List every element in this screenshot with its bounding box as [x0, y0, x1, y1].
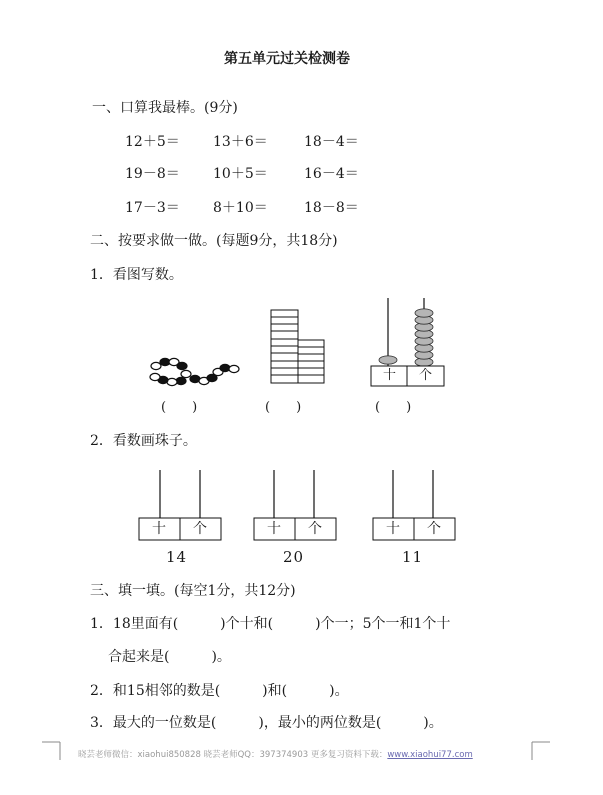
abacus2-tens-label: 十: [267, 521, 281, 537]
section3-q3: 3．最大的一位数是( )，最小的两位数是( )。: [90, 715, 443, 731]
expr-r3c3: 18－8＝: [304, 200, 359, 216]
abacus2-ones-label: 个: [308, 521, 322, 537]
abacus3-tens-label: 十: [386, 521, 400, 537]
section1-heading: 一、口算我最棒。(9分): [92, 100, 238, 116]
section3-q1-line2: 合起来是( )。: [108, 649, 231, 665]
section3-q1-line1: 1．18里面有( )个十和( )个一；5个一和1个十: [90, 616, 451, 632]
q1-blank-3[interactable]: ( ): [375, 400, 412, 415]
section2-q2: 2．看数画珠子。: [90, 433, 197, 449]
footer-text: 晓芸老师微信：xiaohui850828 晓芸老师QQ：397374903 更多复习资料下载：: [78, 750, 388, 760]
expr-r1c2: 13＋6＝: [213, 134, 268, 150]
footer-watermark: [78, 748, 473, 760]
section3-heading: 三、填一填。(每空1分，共12分): [90, 583, 296, 599]
abacus-fig-tens-label: 十: [383, 368, 397, 383]
expr-r2c3: 16－4＝: [304, 166, 359, 182]
expr-r3c1: 17－3＝: [125, 200, 180, 216]
abacus3-ones-label: 个: [427, 521, 441, 537]
expr-r2c2: 10＋5＝: [213, 166, 268, 182]
section2-heading: 二、按要求做一做。(每题9分，共18分): [90, 233, 338, 249]
abacus3-number: 11: [402, 548, 424, 566]
abacus1-ones-label: 个: [193, 521, 207, 537]
q1-blank-1[interactable]: ( ): [161, 400, 198, 415]
abacus1-tens-label: 十: [152, 521, 166, 537]
section2-q1: 1．看图写数。: [90, 267, 183, 283]
expr-r1c3: 18－4＝: [304, 134, 359, 150]
footer-link[interactable]: www.xiaohui77.com: [387, 750, 473, 760]
expr-r1c1: 12＋5＝: [125, 134, 180, 150]
page-title: 第五单元过关检测卷: [224, 51, 350, 67]
abacus2-number: 20: [283, 548, 305, 566]
expr-r3c2: 8＋10＝: [213, 200, 268, 216]
abacus1-number: 14: [166, 548, 188, 566]
q1-blank-2[interactable]: ( ): [265, 400, 302, 415]
section3-q2: 2．和15相邻的数是( )和( )。: [90, 683, 349, 699]
abacus-fig-ones-label: 个: [419, 368, 433, 383]
expr-r2c1: 19－8＝: [125, 166, 180, 182]
